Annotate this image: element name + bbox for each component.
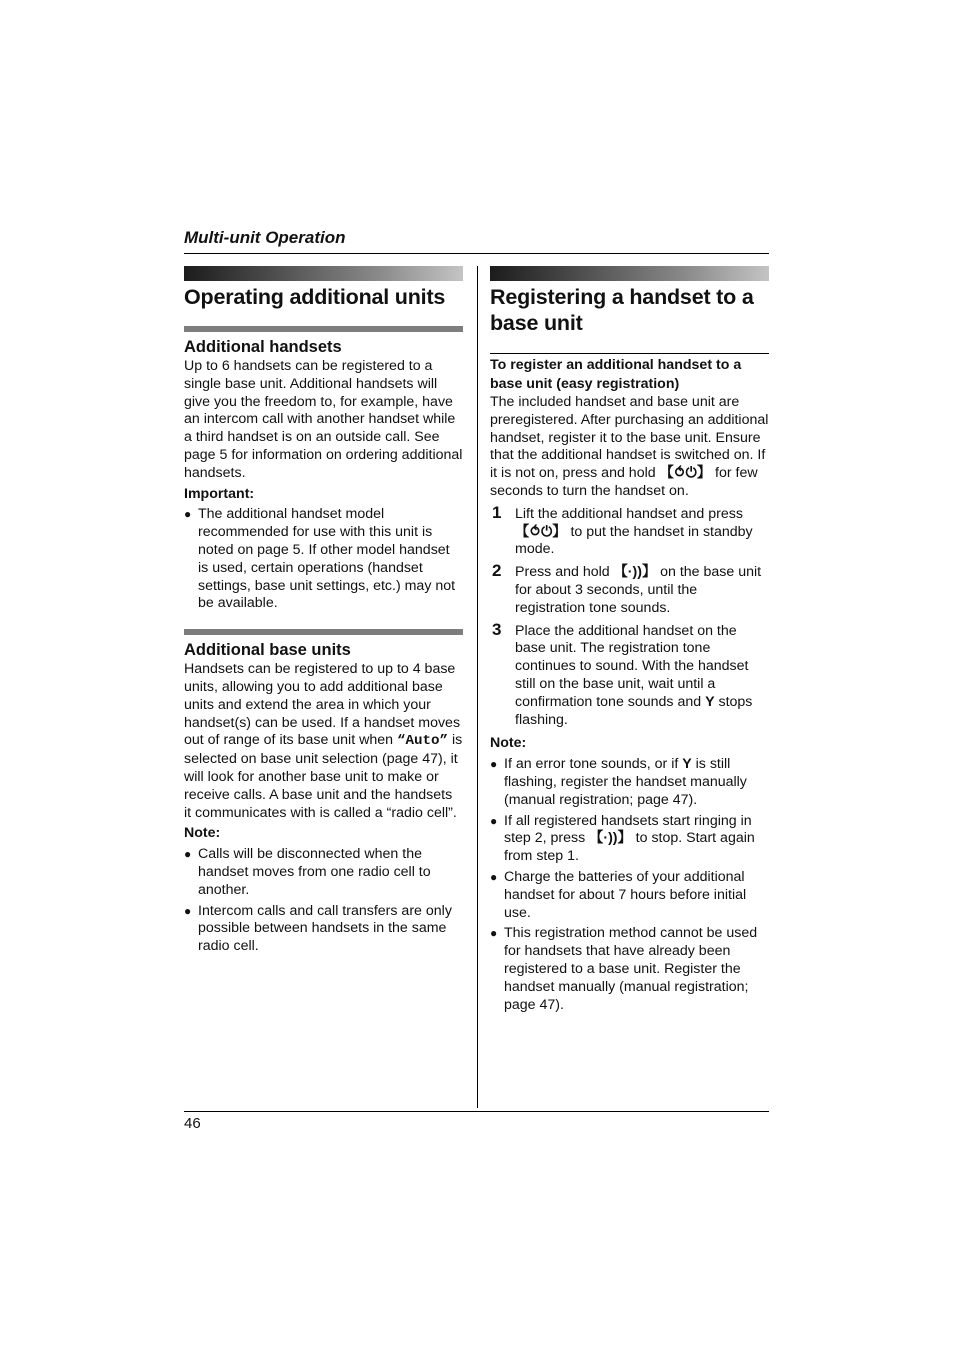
paragraph-additional-handsets: Up to 6 handsets can be registered to a single base unit. Additional handsets will give you the freedom to, for example, have an intercom call with another handset while a third handset is on an outside call. See page 5 for information on ordering additional handsets. [184, 358, 463, 481]
locator-key-icon: 【·))】 [589, 830, 632, 847]
power-key-icon: 【⥀⏻】 [659, 465, 712, 482]
antenna-icon: Υ [705, 693, 715, 710]
heading-additional-base-units: Additional base units [184, 641, 351, 660]
section-header: Multi-unit Operation [184, 228, 346, 247]
text-run: If all registered handsets start ringing in step 2, press [504, 812, 752, 847]
bullet-text: Intercom calls and call transfers are only possible between handsets in the same radio cell. [198, 902, 452, 955]
text-run: on the base unit for about 3 seconds, until the registration tone sounds. [515, 564, 762, 616]
footer-rule [184, 1111, 769, 1112]
list-item [490, 756, 769, 809]
note-label: Note: [184, 825, 221, 842]
antenna-icon: Υ [682, 756, 692, 773]
bullet-icon: ● [184, 507, 192, 522]
list-item [490, 813, 769, 866]
list-item [184, 903, 463, 956]
bullet-icon: ● [490, 869, 498, 884]
auto-option: Auto [405, 733, 440, 750]
text-run: Press and hold [515, 564, 614, 581]
text-run: for few seconds to turn the handset on. [490, 465, 758, 499]
subsection-rule [490, 353, 769, 354]
important-label: Important: [184, 485, 255, 502]
step-3 [490, 619, 769, 730]
bullet-text: Calls will be disconnected when the handset moves from one radio cell to another. [198, 846, 431, 898]
page-title-operating: Operating additional units [184, 285, 446, 309]
bullet-icon: ● [490, 813, 498, 828]
list-item [490, 869, 769, 922]
paragraph-additional-base-units [184, 661, 463, 822]
page-number: 46 [184, 1115, 201, 1132]
step-number: 1 [492, 502, 502, 522]
intro-paragraph [490, 394, 769, 501]
auto-close-quote: ” [439, 733, 449, 750]
list-item [184, 846, 463, 899]
note-label: Note: [490, 735, 527, 752]
header-rule [184, 253, 769, 254]
power-key-icon: 【⥀⏻】 [515, 523, 567, 540]
text-run: is selected on base unit selection (page 47), it will look for another base unit to make or receive calls. A base unit and the handsets it communicates with is called a “radio cell”. [184, 732, 463, 821]
step-number: 2 [492, 561, 502, 581]
heading-additional-handsets: Additional handsets [184, 338, 342, 356]
bullet-text: Charge the batteries of your additional handset for about 7 hours before initial use. [504, 868, 747, 921]
text-run: Place the additional handset on the base unit. The registration tone continues to sound. With the handset still on the base unit, wait until a confirmation tone sounds and [515, 622, 749, 710]
right-column [490, 266, 769, 1014]
step-1 [490, 502, 769, 559]
text-run: to put the handset in standby mode. [515, 523, 753, 558]
bullet-text: The additional handset model recommended for use with this unit is noted on page 5. If other model handset is used, certain operations (handset settings, base unit settings, etc.) may not be available. [198, 506, 456, 612]
bullet-icon: ● [184, 847, 192, 862]
intro-heading: To register an additional handset to a base unit (easy registration) [490, 357, 742, 392]
text-run: If an error tone sounds, or if [504, 756, 683, 773]
auto-open-quote: “ [396, 733, 406, 750]
bullet-icon: ● [184, 903, 192, 918]
subsection-bar [184, 326, 463, 332]
list-item [184, 506, 463, 613]
column-divider [477, 266, 478, 1108]
text-run: The included handset and base unit are preregistered. After purchasing an additional handset, register it to the base unit. Ensure that the additional handset is switched on. If it is not on, press and hold [490, 394, 769, 482]
bullet-text: This registration method cannot be used for handsets that have already been registered to a base unit. Register the handset manually (manual registration; page 47). [504, 925, 758, 1013]
left-column [184, 266, 463, 956]
subsection-bar [184, 629, 463, 635]
text-run: Handsets can be registered to up to 4 base units, allowing you to add additional base units and extend the area in which your handset(s) can be used. If a handset moves out of range of its base unit when [184, 661, 461, 749]
text-run: stops flashing. [515, 693, 753, 728]
list-item [490, 925, 769, 1014]
step-number: 3 [492, 619, 502, 639]
title-bar [184, 266, 463, 281]
text-run: to stop. Start again from step 1. [504, 830, 755, 865]
text-run: is still flashing, register the handset manually (manual registration; page 47). [504, 756, 747, 808]
title-bar [490, 266, 769, 281]
bullet-icon: ● [490, 926, 498, 941]
locator-key-icon: 【·))】 [613, 564, 657, 581]
page-title-registering: Registering a handset to a base unit [490, 285, 754, 335]
text-run: Lift the additional handset and press [515, 505, 743, 522]
bullet-icon: ● [490, 757, 498, 772]
step-2 [490, 561, 769, 617]
